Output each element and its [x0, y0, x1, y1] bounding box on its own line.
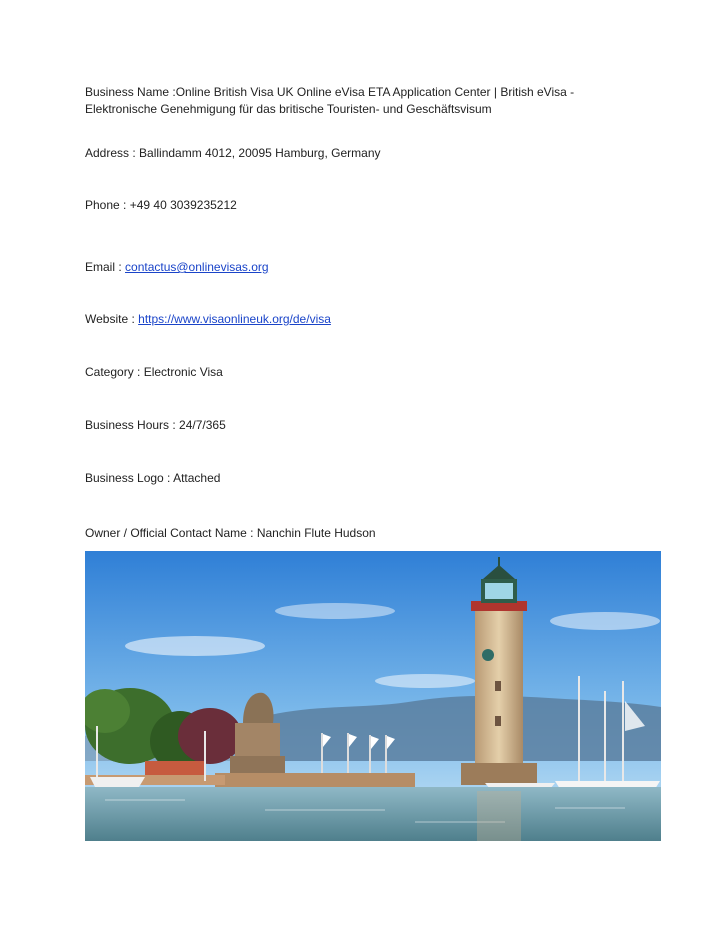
- business-name-value-line1: Online British Visa UK Online eVisa ETA Application Center | British eVisa -: [175, 85, 575, 99]
- business-logo-label: Business Logo :: [85, 471, 174, 485]
- business-hours-label: Business Hours :: [85, 418, 180, 432]
- business-hours-field: [85, 417, 675, 434]
- lighthouse-harbor-photo: [85, 551, 661, 841]
- phone-value: +49 40 3039235212: [129, 198, 237, 212]
- category-field: [85, 364, 675, 381]
- phone-label: Phone :: [85, 198, 130, 212]
- owner-label: Owner / Official Contact Name :: [85, 526, 257, 540]
- business-name-label: Business Name :: [85, 85, 176, 99]
- business-logo-field: [85, 470, 675, 487]
- address-field: [85, 145, 675, 162]
- business-name-value-line2: Elektronische Genehmigung für das britische Touristen- und Geschäftsvisum: [85, 102, 492, 116]
- address-label: Address :: [85, 146, 140, 160]
- email-field: [85, 259, 675, 276]
- category-value: Electronic Visa: [143, 365, 223, 379]
- website-link[interactable]: https://www.visaonlineuk.org/de/visa: [138, 312, 331, 326]
- website-label: Website :: [85, 312, 139, 326]
- phone-field: [85, 197, 675, 214]
- category-label: Category :: [85, 365, 144, 379]
- owner-field: [85, 525, 675, 542]
- email-label: Email :: [85, 260, 126, 274]
- business-hours-value: 24/7/365: [179, 418, 226, 432]
- website-field: [85, 311, 675, 328]
- business-logo-value: Attached: [173, 471, 221, 485]
- business-name-field: [85, 84, 675, 118]
- email-link[interactable]: contactus@onlinevisas.org: [125, 260, 269, 274]
- owner-value: Nanchin Flute Hudson: [256, 526, 376, 540]
- address-value: Ballindamm 4012, 20095 Hamburg, Germany: [139, 146, 381, 160]
